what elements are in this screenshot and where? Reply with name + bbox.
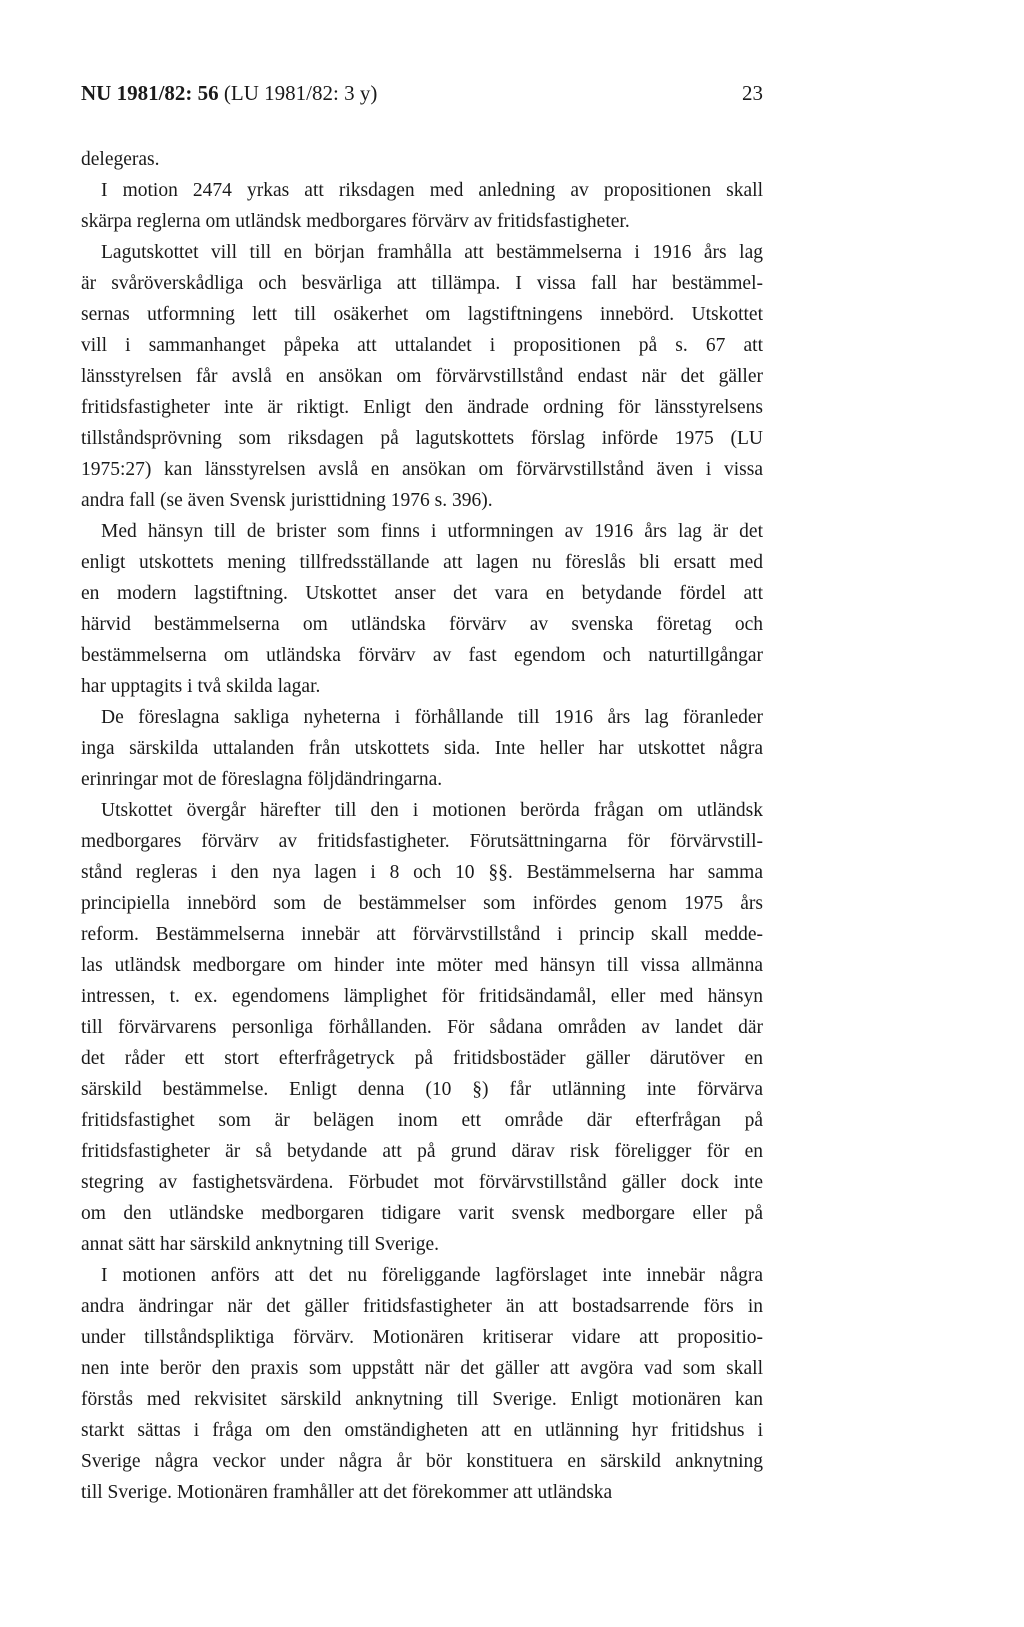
text-line: intressen, t. ex. egendomens lämplighet för fritidsändamål, eller med hänsyn [81,986,763,1007]
text-line: härvid bestämmelserna om utländska förvärv av svenska företag och [81,614,763,635]
text-line: det råder ett stort efterfrågetryck på fritidsbostäder gäller därutöver en [81,1048,763,1069]
text-line: om den utländske medborgaren tidigare varit svensk medborgare eller på [81,1203,763,1224]
text-line: enligt utskottets mening tillfredsställande att lagen nu föreslås bli ersatt med [81,552,763,573]
text-line: reform. Bestämmelserna innebär att förvärvstillstånd i princip skall medde- [81,924,763,945]
text-line: Lagutskottet vill till en början framhålla att bestämmelserna i 1916 års lag [101,242,763,263]
text-line: andra ändringar när det gäller fritidsfastigheter än att bostadsarrende förs in [81,1296,763,1317]
text-line: nen inte berör den praxis som uppstått när det gäller att avgöra vad som skall [81,1358,763,1379]
text-line: bestämmelserna om utländska förvärv av fast egendom och naturtillgångar [81,645,763,666]
text-line: delegeras. [81,149,160,170]
text-line: sernas utformning lett till osäkerhet om lagstiftningens innebörd. Utskottet [81,304,763,325]
text-line: vill i sammanhanget påpeka att uttalandet i propositionen på s. 67 att [81,335,763,356]
text-line: principiella innebörd som de bestämmelser som infördes genom 1975 års [81,893,763,914]
text-line: förstås med rekvisitet särskild anknytning till Sverige. Enligt motionären kan [81,1389,763,1410]
paragraph [81,144,763,175]
text-line: De föreslagna sakliga nyheterna i förhållande till 1916 års lag föranleder [101,707,763,728]
paragraph [81,795,763,1260]
text-line: andra fall (se även Svensk juristtidning 1976 s. 396). [81,490,493,511]
text-line: I motionen anförs att det nu föreliggande lagförslaget inte innebär några [101,1265,763,1286]
text-line: inga särskilda uttalanden från utskottets sida. Inte heller har utskottet några [81,738,763,759]
text-line: under tillståndspliktiga förvärv. Motionären kritiserar vidare att propositio- [81,1327,763,1348]
document-body [81,144,763,1508]
text-line: skärpa reglerna om utländsk medborgares förvärv av fritidsfastigheter. [81,211,630,232]
text-line: 1975:27) kan länsstyrelsen avslå en ansökan om förvärvstillstånd även i vissa [81,459,763,480]
paragraph [81,237,763,516]
text-line: är svåröverskådliga och besvärliga att tillämpa. I vissa fall har bestämmel- [81,273,763,294]
text-line: har upptagits i två skilda lagar. [81,676,321,697]
text-line: tillståndsprövning som riksdagen på lagutskottets förslag införde 1975 (LU [81,428,763,449]
text-line: till förvärvarens personliga förhållanden. För sådana områden av landet där [81,1017,763,1038]
text-line: en modern lagstiftning. Utskottet anser det vara en betydande fördel att [81,583,763,604]
text-line: medborgares förvärv av fritidsfastigheter. Förutsättningarna för förvärvstill- [81,831,763,852]
text-line: Med hänsyn till de brister som finns i utformningen av 1916 års lag är det [101,521,763,542]
page-header [81,78,763,108]
text-line: annat sätt har särskild anknytning till Sverige. [81,1234,439,1255]
paragraph [81,516,763,702]
text-line: Sverige några veckor under några år bör konstituera en särskild anknytning [81,1451,763,1472]
text-line: fritidsfastigheter inte är riktigt. Enligt den ändrade ordning för länsstyrelsens [81,397,763,418]
text-line: erinringar mot de föreslagna följdändringarna. [81,769,443,790]
paragraph [81,175,763,237]
document-reference [81,81,377,105]
text-line: fritidsfastigheter är så betydande att på grund därav risk föreligger för en [81,1141,763,1162]
text-line: las utländsk medborgare om hinder inte möter med hänsyn till vissa allmänna [81,955,763,976]
paragraph [81,1260,763,1508]
text-line: stegring av fastighetsvärdena. Förbudet mot förvärvstillstånd gäller dock inte [81,1172,763,1193]
text-line: I motion 2474 yrkas att riksdagen med anledning av propositionen skall [101,180,763,201]
text-line: starkt sättas i fråga om den omständigheten att en utlänning hyr fritidshus i [81,1420,763,1441]
committee-reference: (LU 1981/82: 3 y) [218,81,378,105]
text-line: till Sverige. Motionären framhåller att det förekommer att utländska [81,1482,613,1503]
paragraph [81,702,763,795]
text-line: särskild bestämmelse. Enligt denna (10 §) får utlänning inte förvärva [81,1079,763,1100]
text-line: stånd regleras i den nya lagen i 8 och 10 §§. Bestämmelserna har samma [81,862,763,883]
text-line: fritidsfastighet som är belägen inom ett område där efterfrågan på [81,1110,763,1131]
text-line: länsstyrelsen får avslå en ansökan om förvärvstillstånd endast när det gäller [81,366,763,387]
document-number: NU 1981/82: 56 [81,81,219,105]
page-number: 23 [742,81,763,105]
text-line: Utskottet övergår härefter till den i motionen berörda frågan om utländsk [101,800,763,821]
